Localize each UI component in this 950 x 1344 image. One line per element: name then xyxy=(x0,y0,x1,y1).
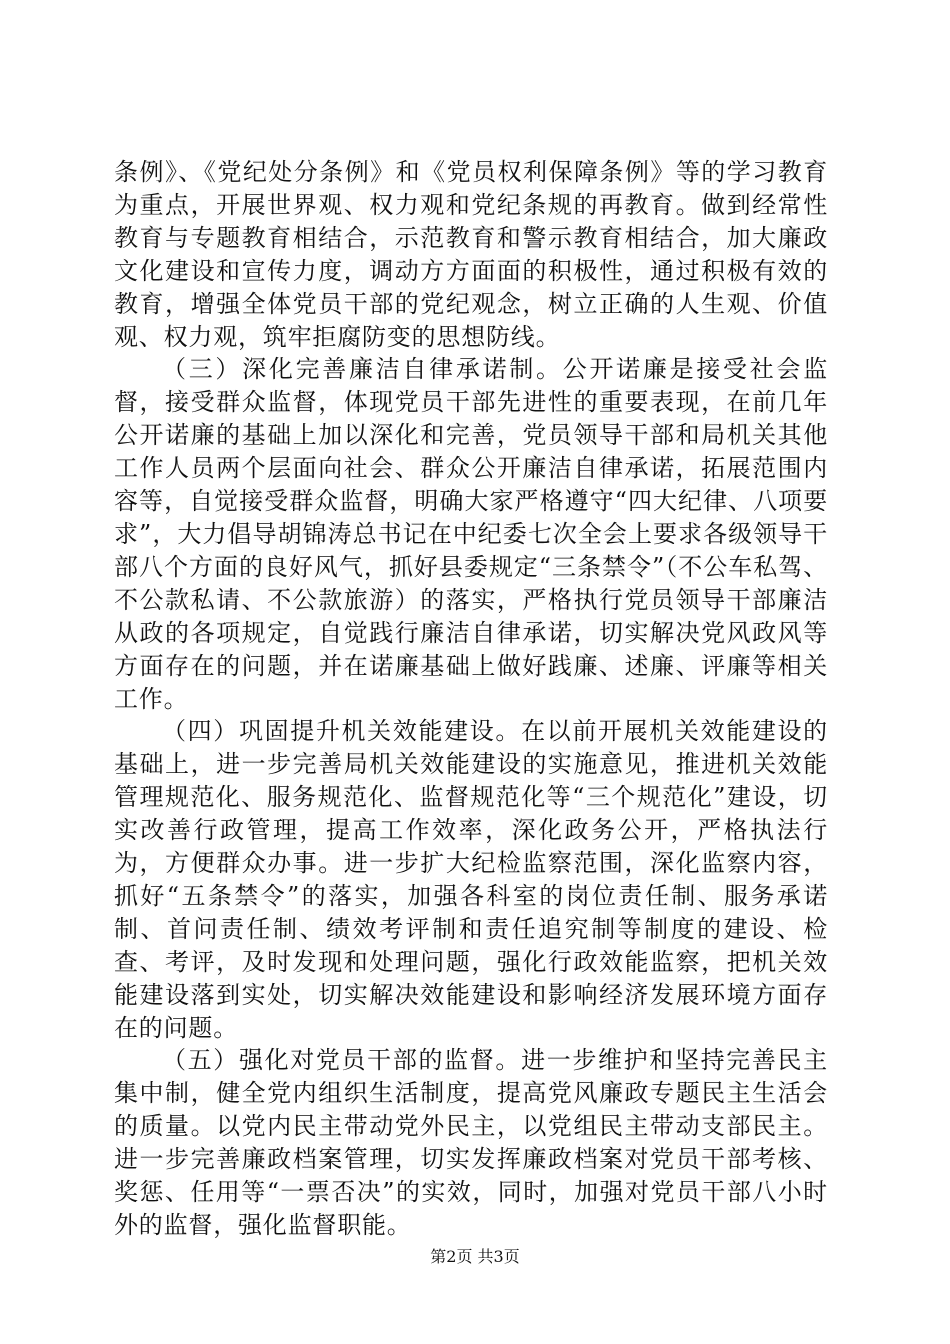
paragraph-education-continuation: 条例》、《党纪处分条例》和《党员权利保障条例》等的学习教育为重点，开展世界观、权力观和党纪条规的再教育。做到经常性教育与专题教育相结合，示范教育和警示教育相结合，加大廉政文化建设和宣传力度，调动方方面面的积极性，通过积极有效的教育，增强全体党员干部的党纪观念，树立正确的人生观、价值观、权力观，筑牢拒腐防变的思想防线。 xyxy=(114,158,828,351)
paragraph-efficiency-building: （四）巩固提升机关效能建设。在以前开展机关效能建设的基础上，进一步完善局机关效能建设的实施意见，推进机关效能管理规范化、服务规范化、监督规范化等“三个规范化”建设，切实改善行政管理，提高工作效率，深化政务公开，严格执法行为，方便群众办事。进一步扩大纪检监察范围，深化监察内容，抓好“五条禁令”的落实，加强各科室的岗位责任制、服务承诺制、首问责任制、绩效考评制和责任追究制等制度的建设、检查、考评，及时发现和处理问题，强化行政效能监察，把机关效能建设落到实处，切实解决效能建设和影响经济发展环境方面存在的问题。 xyxy=(114,717,828,1042)
paragraph-cadre-supervision: （五）强化对党员干部的监督。进一步维护和坚持完善民主集中制，健全党内组织生活制度，提高党风廉政专题民主生活会的质量。以党内民主带动党外民主，以党组民主带动支部民主。进一步完善廉政档案管理，切实发挥廉政档案对党员干部考核、奖惩、任用等“一票否决”的实效，同时，加强对党员干部八小时外的监督，强化监督职能。 xyxy=(114,1046,828,1239)
document-body xyxy=(114,156,828,1242)
paragraph-integrity-commitment: （三）深化完善廉洁自律承诺制。公开诺廉是接受社会监督，接受群众监督，体现党员干部先进性的重要表现，在前几年公开诺廉的基础上加以深化和完善，党员领导干部和局机关其他工作人员两个层面向社会、群众公开廉洁自律承诺，拓展范围内容等，自觉接受群众监督，明确大家严格遵守“四大纪律、八项要求”，大力倡导胡锦涛总书记在中纪委七次全会上要求各级领导干部八个方面的良好风气，抓好县委规定“三条禁令”（不公车私驾、不公款私请、不公款旅游）的落实，严格执行党员领导干部廉洁从政的各项规定，自觉践行廉洁自律承诺，切实解决党风政风等方面存在的问题，并在诺廉基础上做好践廉、述廉、评廉等相关工作。 xyxy=(114,355,828,713)
page-number-footer: 第2页 共3页 xyxy=(430,1247,520,1266)
